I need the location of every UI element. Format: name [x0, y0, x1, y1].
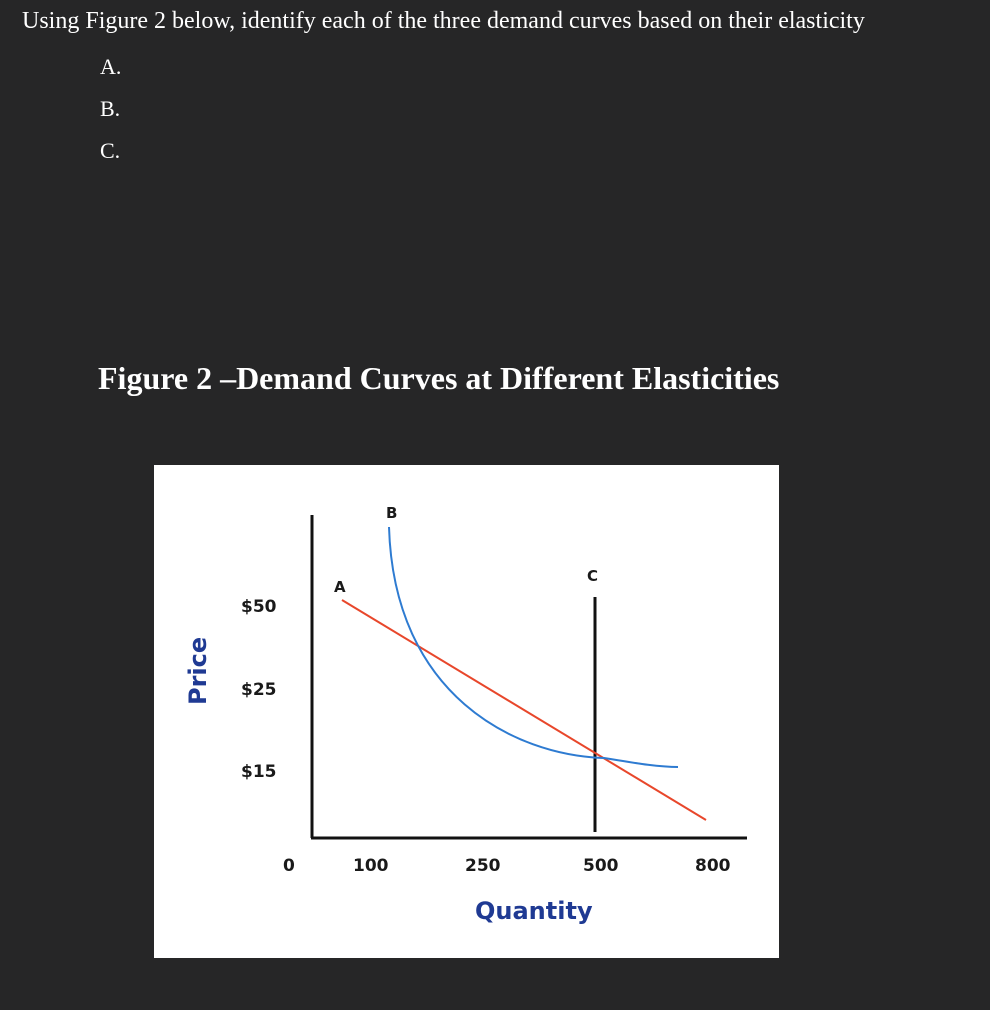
option-a: A.: [100, 54, 122, 79]
x-tick-label: 250: [465, 856, 501, 876]
x-tick-label: 500: [583, 856, 619, 876]
x-tick-label: 100: [353, 856, 389, 876]
curve-a-label: A: [334, 578, 346, 596]
y-axis-title: Price: [184, 636, 212, 705]
y-tick-label: $15: [241, 762, 277, 782]
figure-title: Figure 2 –Demand Curves at Different Elasticities: [98, 360, 780, 396]
demand-chart: [154, 465, 779, 958]
curve-b-line: [389, 527, 678, 767]
curve-b-label: B: [386, 504, 398, 522]
question-text: Using Figure 2 below, identify each of the three demand curves based on their elasticity: [22, 8, 865, 34]
chart-panel: [154, 465, 779, 958]
answer-options: [100, 52, 121, 178]
y-tick-label: $50: [241, 597, 277, 617]
option-b: B.: [100, 96, 121, 121]
curve-a-line: [342, 600, 706, 820]
y-tick-label: $25: [241, 680, 277, 700]
curve-c-label: C: [587, 567, 599, 585]
option-c: C.: [100, 138, 121, 163]
x-axis-title: Quantity: [475, 897, 593, 925]
x-tick-label: 800: [695, 856, 731, 876]
x-tick-label: 0: [283, 856, 295, 876]
